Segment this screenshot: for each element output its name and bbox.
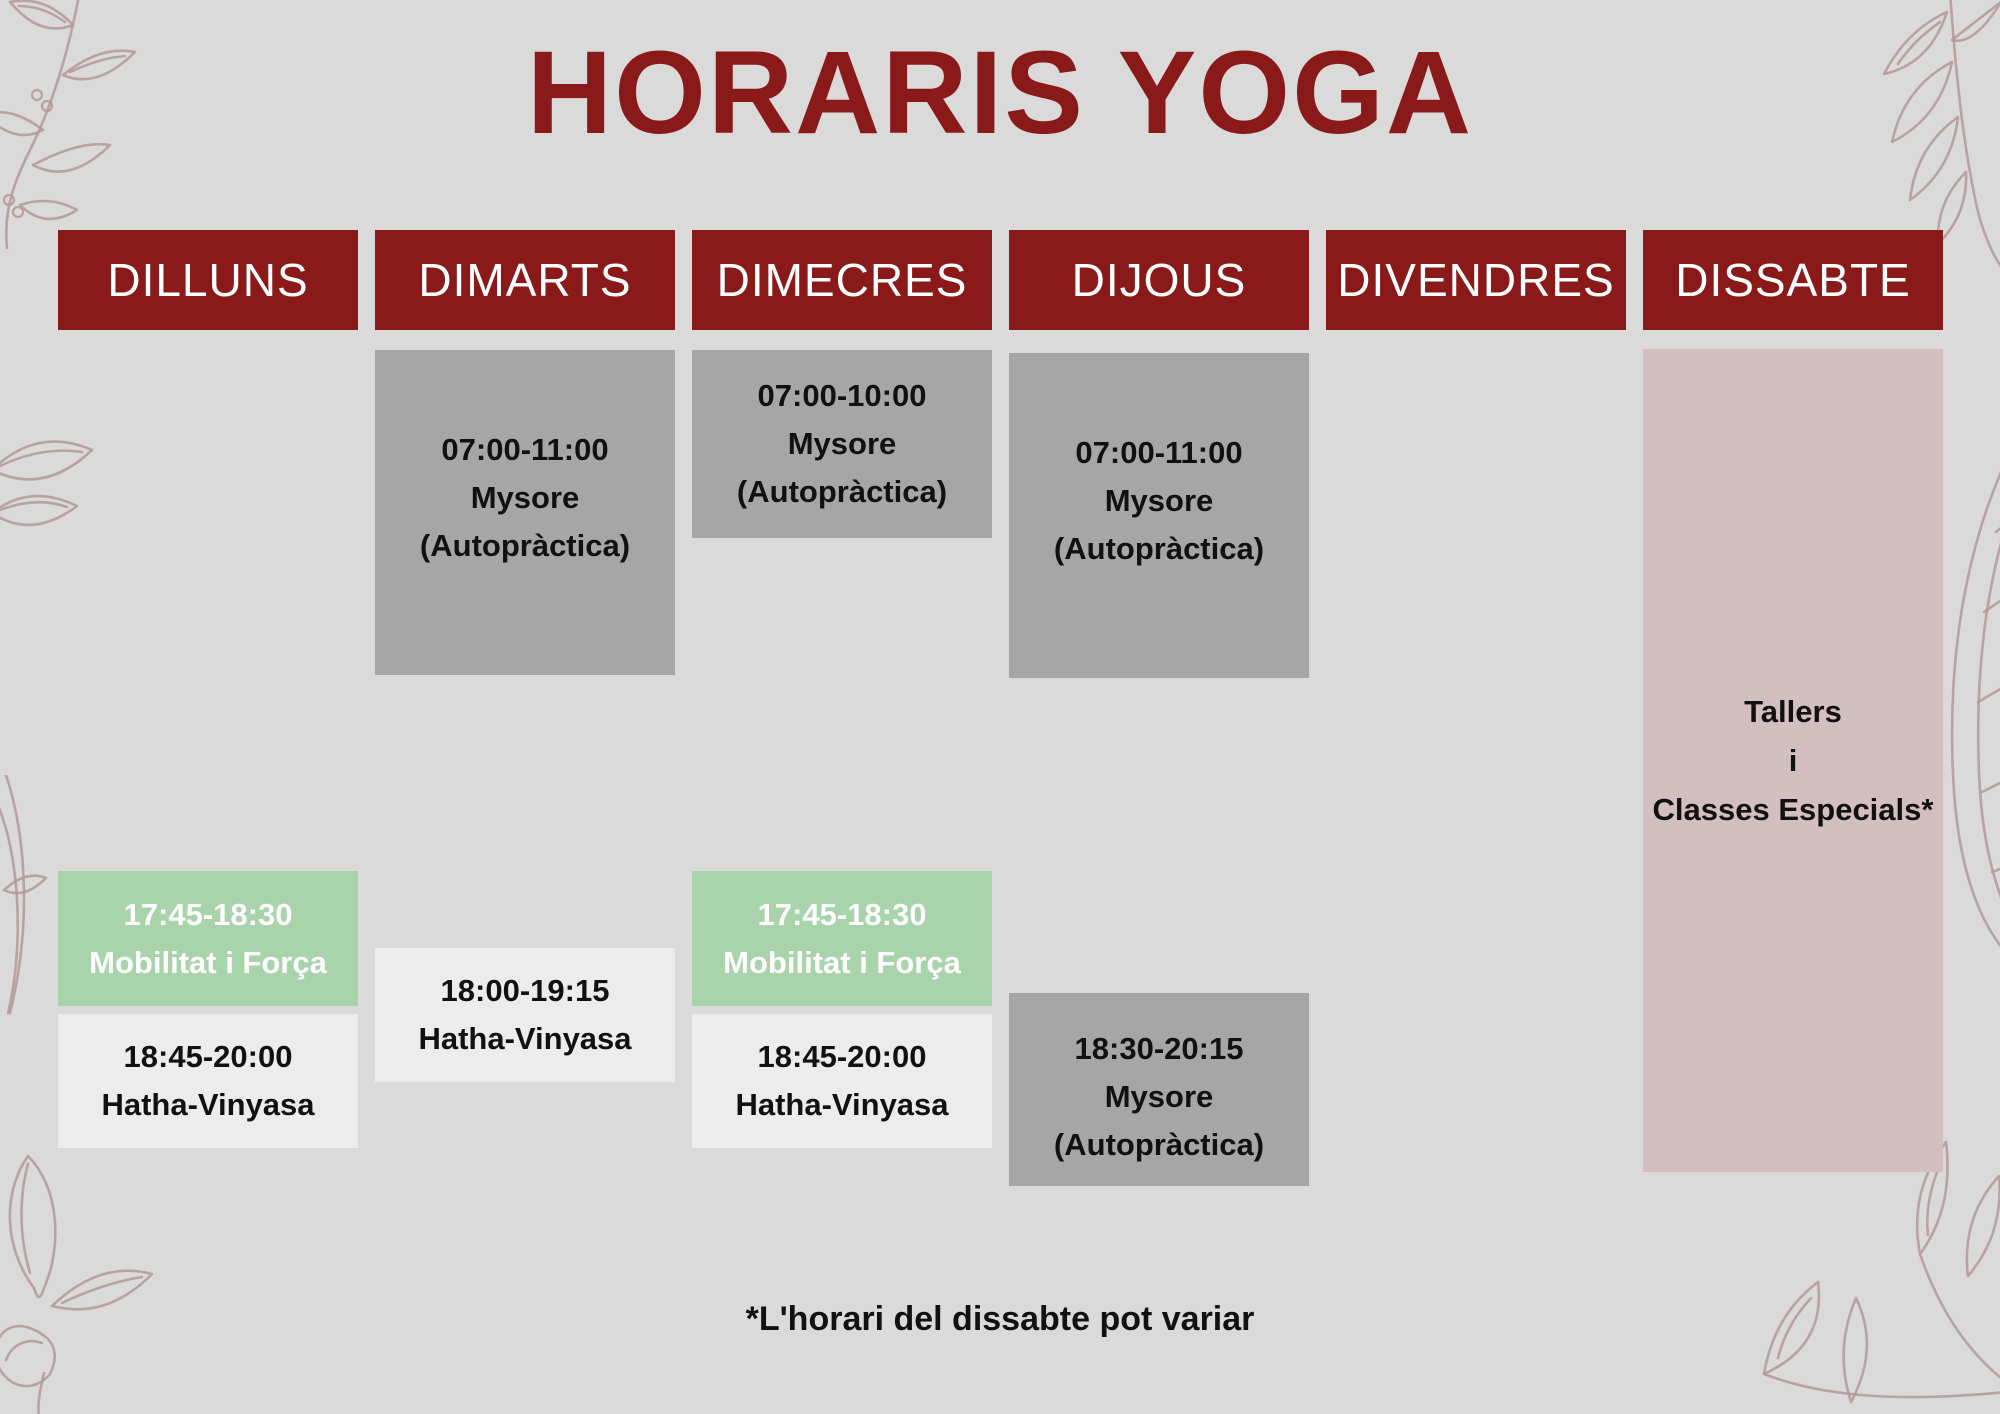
- event-dilluns-mobilitat: [58, 871, 358, 1006]
- footnote: *L'horari del dissabte pot variar: [745, 1300, 1255, 1338]
- event-line3: Classes Especials*: [1652, 792, 1934, 827]
- event-dimecres-hatha: [692, 1014, 992, 1148]
- event-line2: i: [1788, 743, 1798, 778]
- event-time: 18:45-20:00: [123, 1039, 293, 1074]
- event-dimarts-mysore-morning: [375, 350, 675, 675]
- left-middle-leaves-decoration: [0, 408, 102, 578]
- day-header-dimecres: DIMECRES: [692, 230, 992, 330]
- event-dilluns-hatha: [58, 1014, 358, 1148]
- event-name: Mobilitat i Força: [89, 944, 327, 980]
- event-name: Hatha-Vinyasa: [418, 1021, 632, 1056]
- event-name: Hatha-Vinyasa: [101, 1087, 315, 1122]
- day-header-dissabte: DISSABTE: [1643, 230, 1943, 330]
- bottom-right-branch-decoration: [1756, 1130, 2000, 1414]
- day-header-divendres: DIVENDRES: [1326, 230, 1626, 330]
- page-title: HORARIS YOGA: [526, 27, 1474, 159]
- event-detail: (Autopràctica): [1053, 530, 1265, 566]
- event-detail: (Autopràctica): [736, 474, 948, 509]
- event-time: 07:00-11:00: [441, 431, 609, 467]
- event-time: 18:45-20:00: [757, 1039, 927, 1074]
- event-time: 18:30-20:15: [1074, 1030, 1244, 1066]
- event-dimecres-mobilitat: [692, 871, 992, 1006]
- event-name: Mobilitat i Força: [723, 944, 961, 980]
- day-header-dilluns: DILLUNS: [58, 230, 358, 330]
- right-large-leaf-decoration: [1936, 412, 2000, 992]
- day-header-dijous: DIJOUS: [1009, 230, 1309, 330]
- event-line1: Tallers: [1744, 694, 1842, 729]
- left-lower-stems-decoration: [0, 775, 64, 1015]
- event-name: Mysore: [1104, 482, 1214, 518]
- event-name: Hatha-Vinyasa: [735, 1087, 949, 1122]
- event-detail: (Autopràctica): [1053, 1126, 1265, 1162]
- event-dimarts-hatha: [375, 948, 675, 1082]
- event-dijous-mysore-morning: [1009, 353, 1309, 678]
- event-dijous-mysore-evening: [1009, 993, 1309, 1186]
- event-time: 17:45-18:30: [757, 896, 927, 932]
- event-time: 17:45-18:30: [123, 896, 293, 932]
- event-time: 07:00-11:00: [1075, 434, 1243, 470]
- event-name: Mysore: [1104, 1078, 1214, 1114]
- event-dissabte-tallers: [1643, 349, 1943, 1172]
- event-time: 07:00-10:00: [757, 378, 927, 413]
- event-time: 18:00-19:15: [440, 973, 610, 1008]
- event-name: Mysore: [787, 426, 897, 461]
- event-detail: (Autopràctica): [419, 527, 631, 563]
- bottom-left-leaves-decoration: [0, 1148, 162, 1414]
- event-dimecres-mysore-morning: [692, 350, 992, 538]
- day-header-dimarts: DIMARTS: [375, 230, 675, 330]
- event-name: Mysore: [470, 479, 580, 515]
